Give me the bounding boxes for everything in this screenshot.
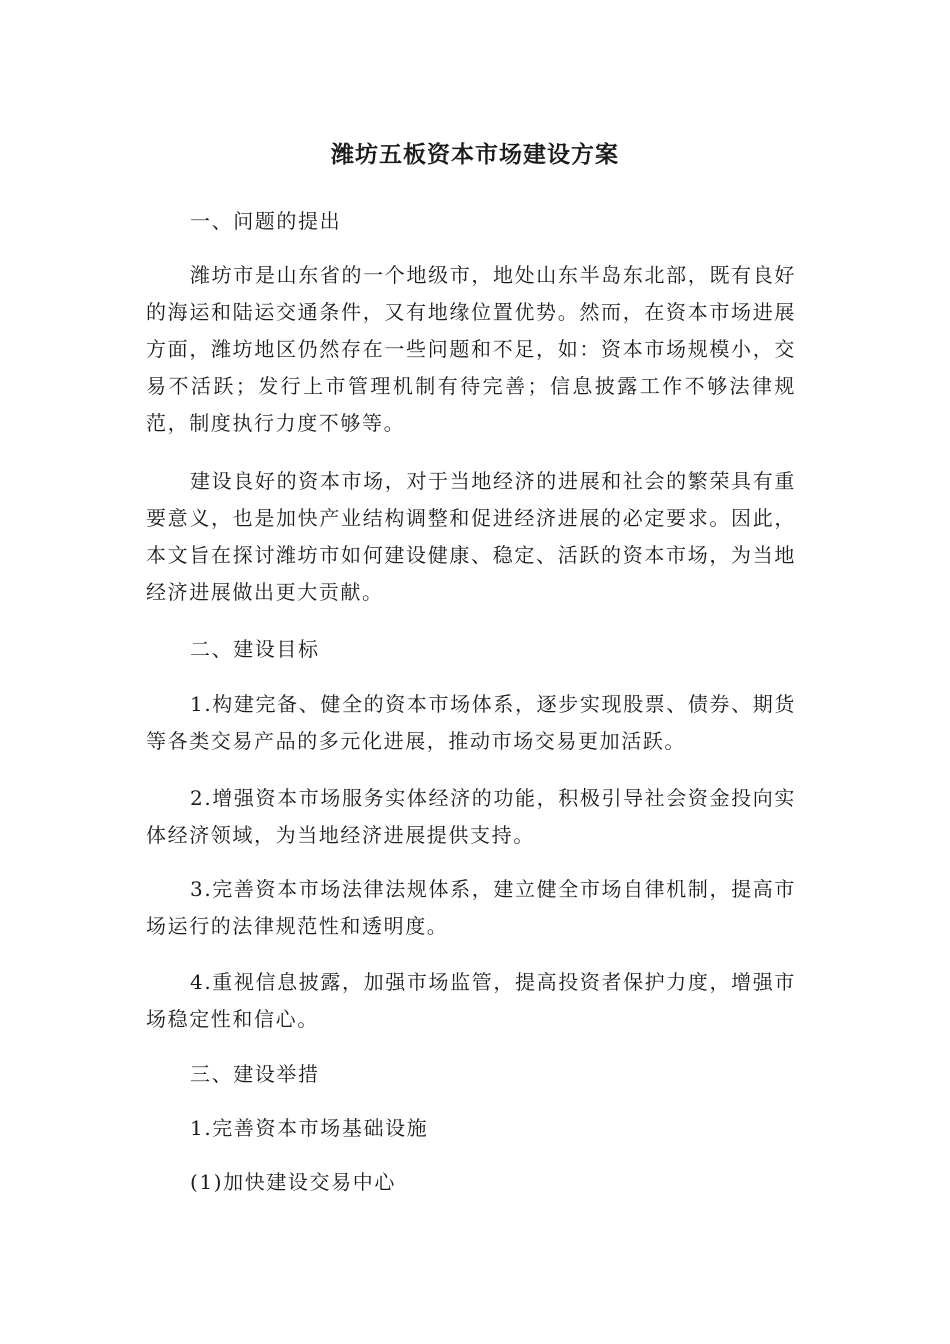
paragraph-background: 潍坊市是山东省的一个地级市，地处山东半岛东北部，既有良好的海运和陆运交通条件，又有地缘位置优势。然而，在资本市场进展方面，潍坊地区仍然存在一些问题和不足，如：资本市场规模小，交易不活跃；发行上市管理机制有待完善；信息披露工作不够法律规范，制度执行力度不够等。 xyxy=(146,263,796,435)
goal-item-1: 1.构建完备、健全的资本市场体系，逐步实现股票、债券、期货等各类交易产品的多元化进展，推动市场交易更加活跃。 xyxy=(146,692,796,753)
section-heading-problem: 一、问题的提出 xyxy=(190,209,342,233)
goal-item-4: 4.重视信息披露，加强市场监管，提高投资者保护力度，增强市场稳定性和信心。 xyxy=(146,970,796,1031)
goal-item-2: 2.增强资本市场服务实体经济的功能，积极引导社会资金投向实体经济领域，为当地经济进展提供支持。 xyxy=(146,786,796,847)
section-heading-measures: 三、建设举措 xyxy=(190,1062,320,1086)
document-title: 潍坊五板资本市场建设方案 xyxy=(331,142,619,168)
measure-subitem-1: (1)加快建设交易中心 xyxy=(190,1170,396,1194)
goal-item-3: 3.完善资本市场法律法规体系，建立健全市场自律机制，提高市场运行的法律规范性和透明度。 xyxy=(146,877,796,938)
measure-item-1: 1.完善资本市场基础设施 xyxy=(190,1116,429,1140)
paragraph-significance: 建设良好的资本市场，对于当地经济的进展和社会的繁荣具有重要意义，也是加快产业结构调整和促进经济进展的必定要求。因此，本文旨在探讨潍坊市如何建设健康、稳定、活跃的资本市场，为当地经济进展做出更大贡献。 xyxy=(146,469,796,604)
section-heading-goals: 二、建设目标 xyxy=(190,637,320,661)
